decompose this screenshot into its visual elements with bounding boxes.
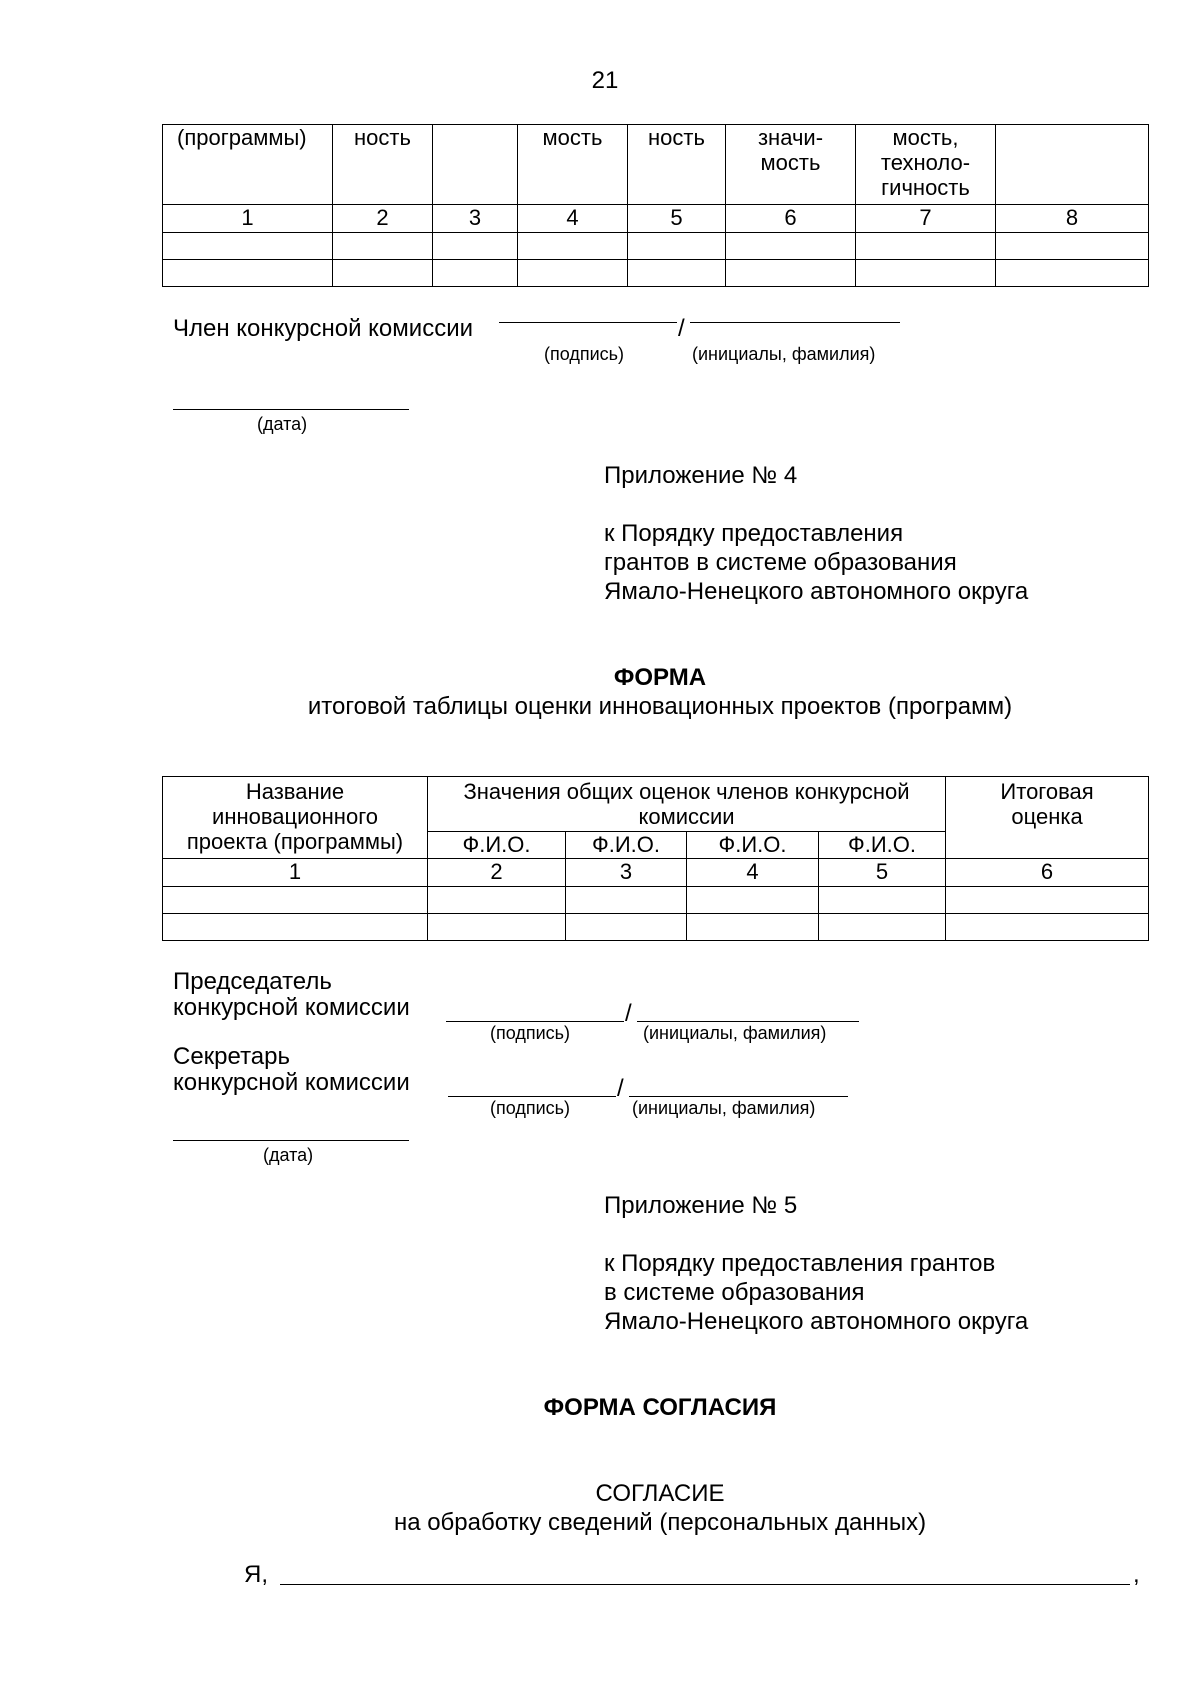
criteria-header-row (163, 125, 1149, 205)
empty-cell[interactable] (856, 233, 996, 260)
column-number: 5 (628, 205, 726, 233)
criteria-table (162, 124, 1149, 287)
summary-table (162, 776, 1149, 941)
group-header: Значения общих оценок членов конкурсной комиссии (428, 777, 946, 832)
date-caption: (дата) (263, 1145, 314, 1165)
signature-caption: (подпись) (490, 1098, 571, 1118)
appendix-line: к Порядку предоставления грантов (604, 1250, 996, 1277)
signature-caption: (подпись) (544, 344, 625, 364)
empty-cell[interactable] (333, 233, 433, 260)
column-number: 6 (726, 205, 856, 233)
empty-cell[interactable] (819, 887, 946, 914)
consent-form-title: ФОРМА СОГЛАСИЯ (543, 1394, 777, 1421)
empty-cell[interactable] (687, 914, 819, 941)
column-number: 5 (819, 859, 946, 887)
empty-cell[interactable] (628, 233, 726, 260)
name-caption: (инициалы, фамилия) (643, 1023, 827, 1043)
empty-cell[interactable] (726, 260, 856, 287)
form-title: ФОРМА (613, 664, 707, 691)
empty-cell[interactable] (163, 887, 428, 914)
criteria-header-cell: ность (628, 125, 726, 205)
criteria-header-cell: значи- мость (726, 125, 856, 205)
empty-cell[interactable] (996, 260, 1149, 287)
empty-cell[interactable] (433, 260, 518, 287)
criteria-number-row (163, 205, 1149, 233)
column-number: 6 (946, 859, 1149, 887)
summary-number-row (163, 859, 1149, 887)
column-number: 2 (333, 205, 433, 233)
empty-cell[interactable] (518, 233, 628, 260)
name-caption: (инициалы, фамилия) (692, 344, 876, 364)
empty-cell[interactable] (726, 233, 856, 260)
summary-header-row (163, 777, 1149, 832)
column-number: 4 (518, 205, 628, 233)
full-name-line[interactable] (280, 1584, 1130, 1585)
empty-row (163, 260, 1149, 287)
empty-row (163, 914, 1149, 941)
slash: / (678, 315, 685, 342)
appendix-title: Приложение № 5 (604, 1192, 798, 1219)
column-number: 2 (428, 859, 566, 887)
appendix-title: Приложение № 4 (604, 462, 798, 489)
empty-cell[interactable] (163, 260, 333, 287)
empty-cell[interactable] (819, 914, 946, 941)
member-signature-line[interactable] (499, 322, 677, 323)
empty-cell[interactable] (856, 260, 996, 287)
criteria-header-cell (996, 125, 1149, 205)
column-number: 7 (856, 205, 996, 233)
empty-cell[interactable] (428, 914, 566, 941)
empty-row (163, 233, 1149, 260)
empty-cell[interactable] (333, 260, 433, 287)
empty-cell[interactable] (566, 887, 687, 914)
empty-cell[interactable] (433, 233, 518, 260)
column-number: 3 (566, 859, 687, 887)
chair-signature-line[interactable] (446, 1021, 624, 1022)
ya-label: Я, (244, 1561, 268, 1588)
empty-cell[interactable] (946, 887, 1149, 914)
column-number: 1 (163, 859, 428, 887)
signature-caption: (подпись) (490, 1023, 571, 1043)
criteria-header-cell: (программы) (163, 125, 333, 205)
slash: / (617, 1075, 624, 1102)
appendix-line: Ямало-Ненецкого автономного округа (604, 1308, 1029, 1335)
name-caption: (инициалы, фамилия) (632, 1098, 816, 1118)
column-number: 3 (433, 205, 518, 233)
empty-cell[interactable] (163, 233, 333, 260)
empty-cell[interactable] (566, 914, 687, 941)
empty-cell[interactable] (687, 887, 819, 914)
empty-cell[interactable] (428, 887, 566, 914)
secretary-signature-line[interactable] (448, 1096, 616, 1097)
chair-label: Председатель конкурсной комиссии (173, 968, 410, 1021)
fio-header: Ф.И.О. (428, 832, 566, 859)
member-name-line[interactable] (690, 322, 900, 323)
criteria-header-cell: ность (333, 125, 433, 205)
consent-subheading: на обработку сведений (персональных данных) (393, 1509, 927, 1536)
column-number: 4 (687, 859, 819, 887)
date-line[interactable] (173, 1140, 409, 1141)
fio-header: Ф.И.О. (566, 832, 687, 859)
final-score-header: Итоговая оценка (946, 777, 1149, 859)
appendix-line: в системе образования (604, 1279, 865, 1306)
appendix-line: Ямало-Ненецкого автономного округа (604, 578, 1029, 605)
consent-heading: СОГЛАСИЕ (595, 1480, 725, 1507)
secretary-name-line[interactable] (629, 1096, 848, 1097)
criteria-header-cell (433, 125, 518, 205)
empty-cell[interactable] (518, 260, 628, 287)
date-line[interactable] (173, 409, 409, 410)
empty-row (163, 887, 1149, 914)
fio-header: Ф.И.О. (687, 832, 819, 859)
form-subtitle: итоговой таблицы оценки инновационных проектов (программ) (307, 693, 1013, 720)
project-name-header: Название инновационного проекта (программы) (163, 777, 428, 859)
empty-cell[interactable] (996, 233, 1149, 260)
column-number: 1 (163, 205, 333, 233)
fio-header: Ф.И.О. (819, 832, 946, 859)
comma: , (1133, 1561, 1140, 1588)
empty-cell[interactable] (163, 914, 428, 941)
appendix-line: к Порядку предоставления (604, 520, 904, 547)
page-number: 21 (591, 67, 619, 94)
criteria-header-cell: мость (518, 125, 628, 205)
secretary-label: Секретарь конкурсной комиссии (173, 1043, 410, 1096)
date-caption: (дата) (257, 414, 308, 434)
empty-cell[interactable] (628, 260, 726, 287)
criteria-header-cell: мость, техноло- гичность (856, 125, 996, 205)
chair-name-line[interactable] (637, 1021, 859, 1022)
slash: / (625, 1000, 632, 1027)
appendix-line: грантов в системе образования (604, 549, 957, 576)
column-number: 8 (996, 205, 1149, 233)
empty-cell[interactable] (946, 914, 1149, 941)
member-label: Член конкурсной комиссии (173, 315, 473, 342)
